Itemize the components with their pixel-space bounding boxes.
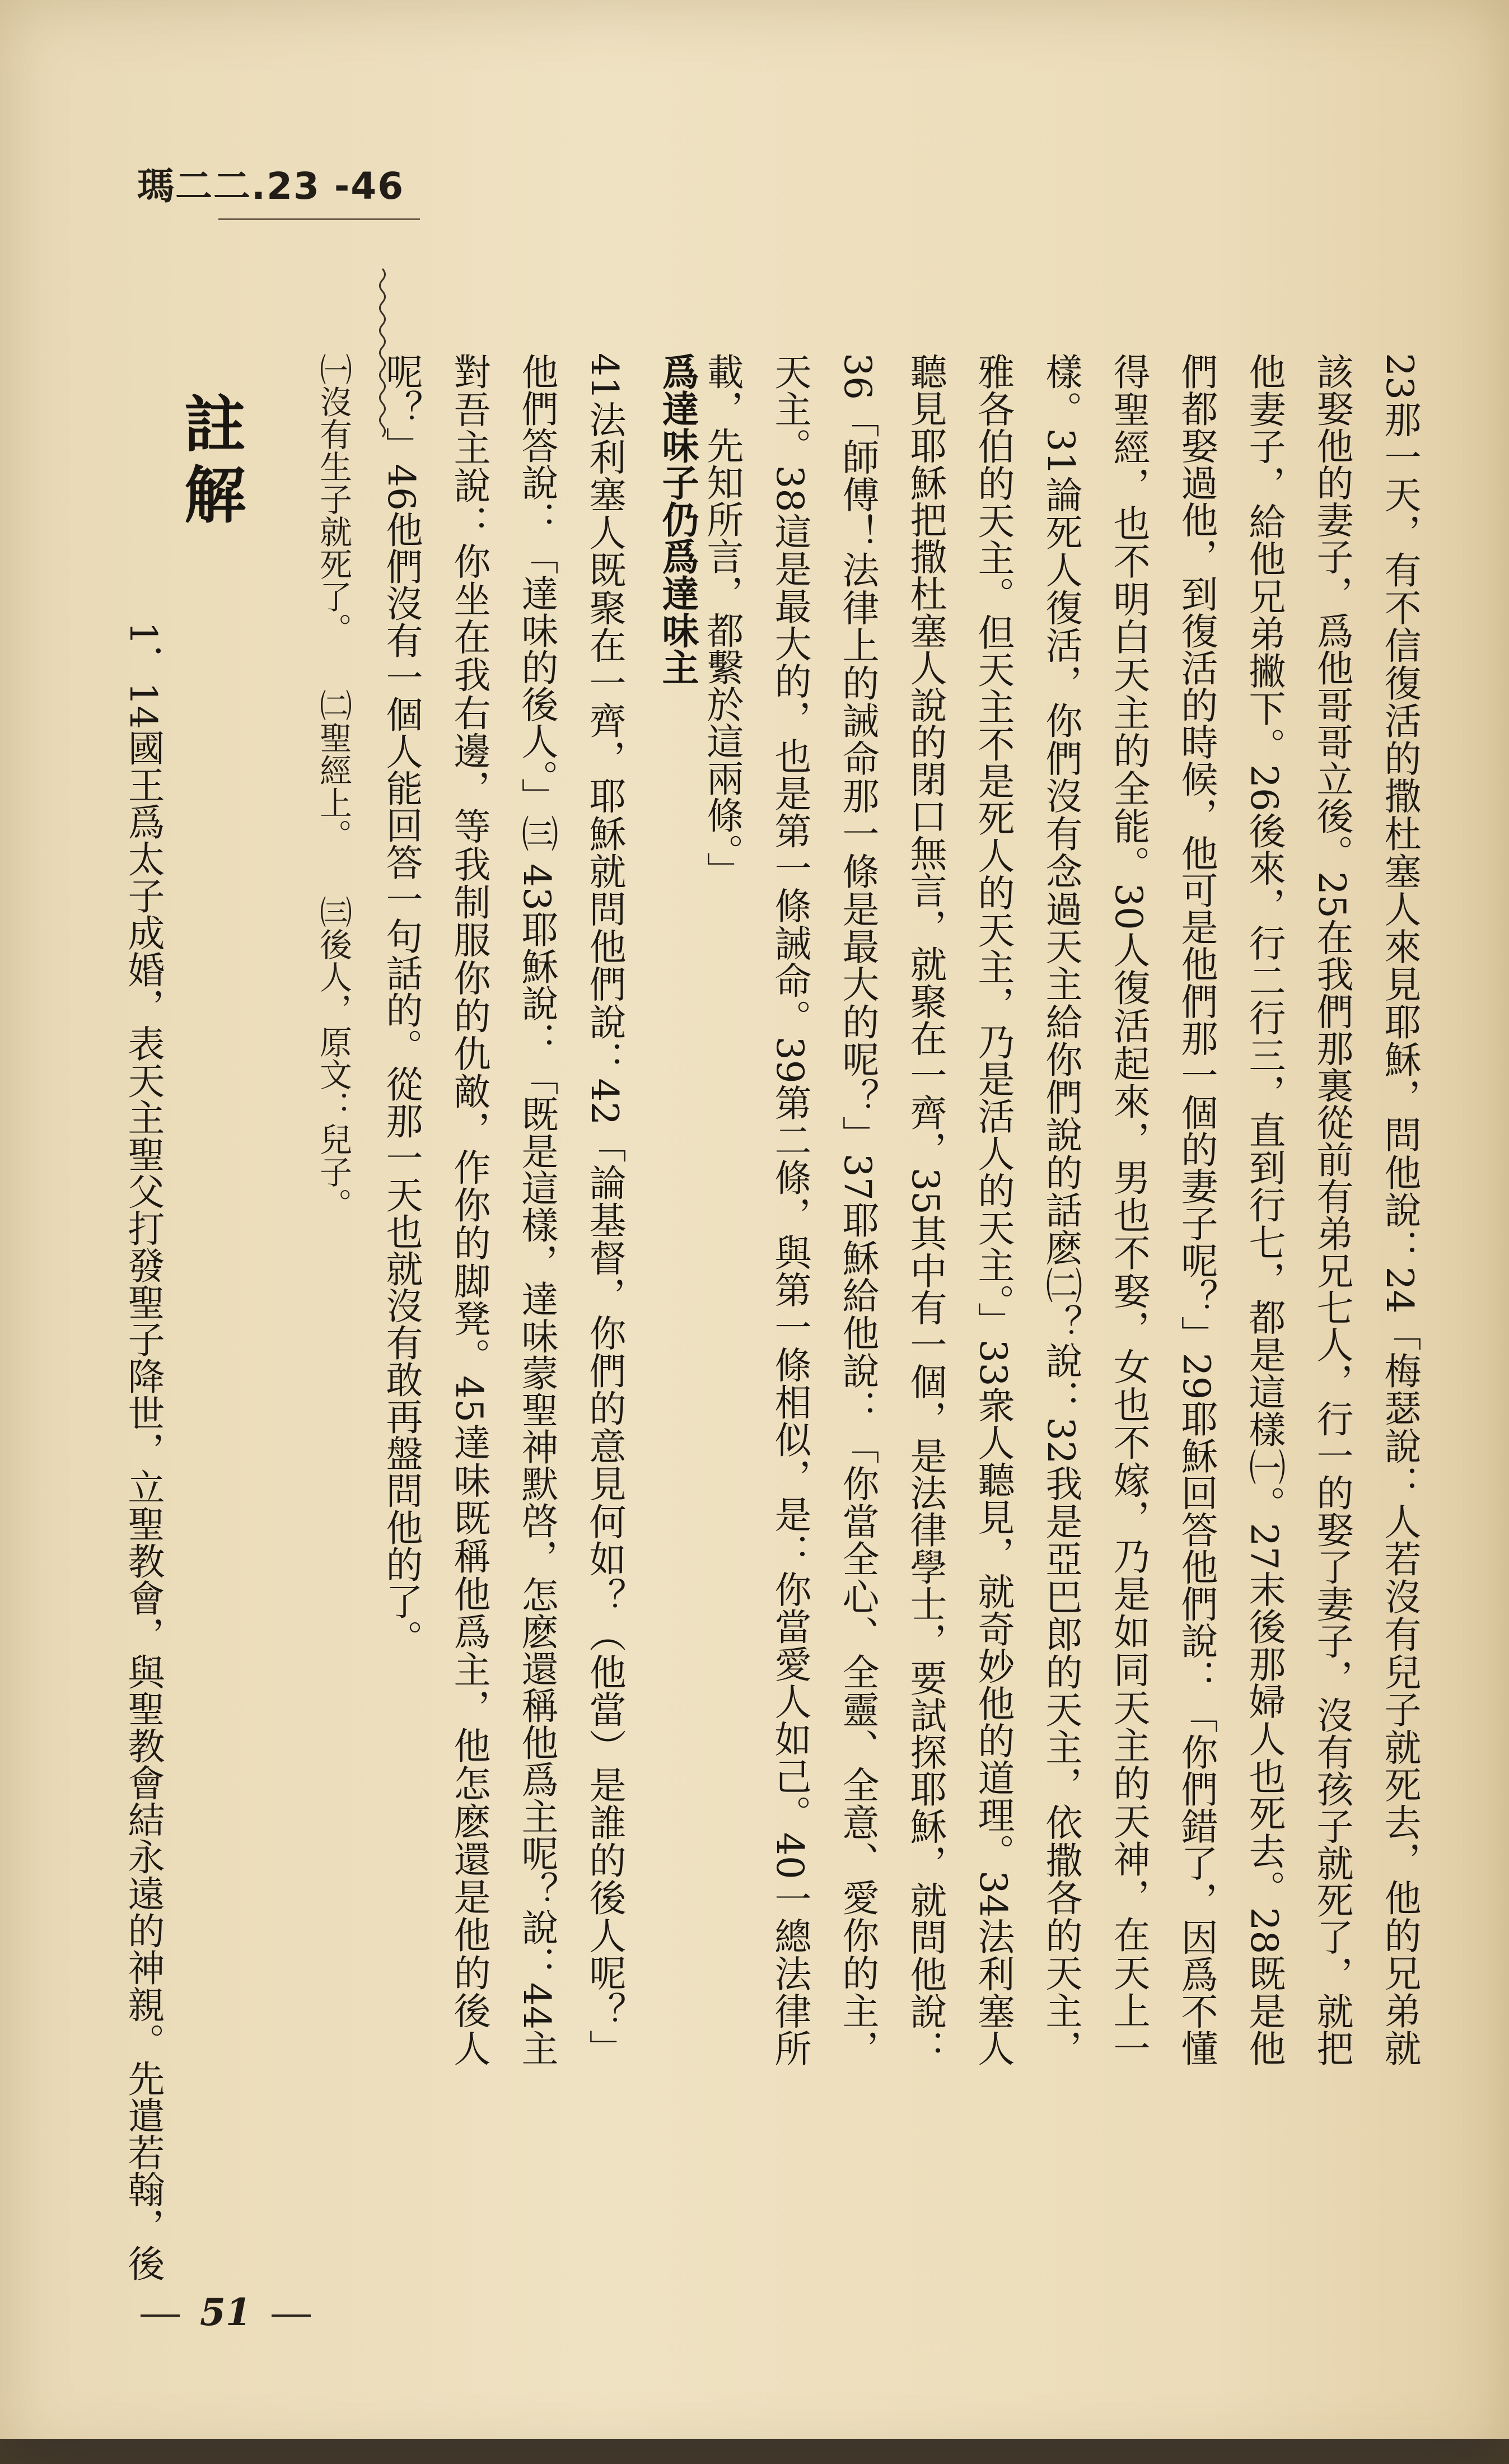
- section-heading: 爲達味子仍爲達味主: [656, 353, 699, 685]
- dash-left: [141, 2314, 180, 2317]
- notes-body: 1．14國王爲太子成婚，表天主聖父打發聖子降世，立聖教會，與聖教會結永遠的神親。先遣若翰，後: [122, 622, 165, 2281]
- section-text: 41法利塞人既聚在一齊，耶穌就問他們說：42「論基督，你們的意見何如？（他當）是誰的後人呢？」他們答說：「達味的後人。」㈢ 43耶穌說：「既是這樣，達味蒙聖神默啓，怎麽還稱他爲主呢？說：44主對吾主說：你坐在我右邊，等我制服你的仇敵，作你的脚凳。45達味既稱他爲主，他怎麽還是他的後人呢？」46他們沒有一個人能回答一句話的。從那一天也就沒有敢再盤問他的了。: [380, 353, 626, 2066]
- footnotes: [302, 353, 364, 1641]
- footnote: ㈠沒有生子就死了。: [314, 353, 352, 645]
- notes-title: 註解: [174, 392, 246, 533]
- footnote: ㈢後人，原文：兒子。: [314, 895, 352, 1220]
- dash-right: [272, 2314, 311, 2317]
- scripture-text: 23那一天，有不信復活的撒杜塞人來見耶穌，問他說：24「梅瑟說：人若沒有兒子就死去，他的兄弟就該娶他的妻子，爲他哥哥立後。25在我們那裏從前有弟兄七人，行一的娶了妻子，沒有孩子就死了，就把他妻子，給他兄弟撇下。26後來，行二行三，直到行七，都是這樣㈠。27末後那婦人也死去。28既是他們都娶過他，到復活的時候，他可是他們那一個的妻子呢？」29耶穌回答他們說：「你們錯了，因爲不懂得聖經，也不明白天主的全能。30人復活起來，男也不娶，女也不嫁，乃是如同天主的天神，在天上一樣。31論死人復活，你們沒有念過天主給你們說的話麽㈡？說：32我是亞巴郎的天主，依撒各的天主，雅各伯的天主。但天主不是死人的天主，乃是活人的天主。」33衆人聽見，就奇妙他的道理。34法利塞人聽見耶穌把撒杜塞人說的閉口無言，就聚在一齊，35其中有一個，是法律學士，要試探耶穌，就問他說：36「師傅！法律上的誡命那一條是最大的呢？」37耶穌給他說：「你當全心、全靈、全意、愛你的主，天主。38這是最大的，也是第一條誡命。39第二條，與第一條相似，是：你當愛人如己。40一總法律所載，先知所言，都繫於這兩條。」: [700, 353, 1421, 2066]
- header-underline: [218, 218, 420, 220]
- footnote: ㈡聖經上。: [314, 689, 352, 852]
- page-number: 51: [200, 2290, 251, 2334]
- wavy-divider: [376, 269, 389, 437]
- scan-edge: [0, 2439, 1509, 2464]
- page-number-footer: [120, 2290, 331, 2334]
- chapter-verse-header: 瑪二二.23 -46: [137, 165, 405, 208]
